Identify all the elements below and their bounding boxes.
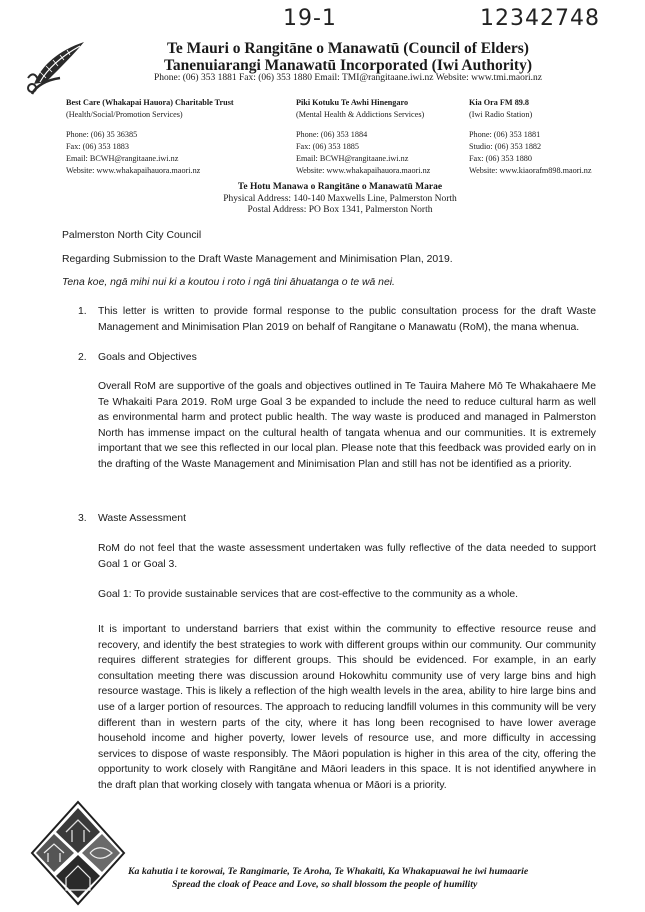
service-website: Website: www.whakapaihauora.maori.nz [296, 166, 431, 175]
service-phone: Phone: (06) 353 1884 [296, 130, 368, 139]
service-fax: Fax: (06) 353 1883 [66, 142, 129, 151]
service-subtitle: (Mental Health & Addictions Services) [296, 110, 425, 119]
service-phone: Phone: (06) 35 36385 [66, 130, 138, 139]
handwritten-reference: 19-1 [283, 6, 337, 31]
goal1-statement: Goal 1: To provide sustainable services that are cost-effective to the community as a whole. [98, 589, 519, 600]
greeting: Tena koe, ngā mihi nui ki a koutou i roto i ngā tini āhuatanga o te wā nei. [62, 277, 395, 288]
service-subtitle: (Health/Social/Promotion Services) [66, 110, 183, 119]
service-column-kia-ora-fm [469, 97, 629, 177]
handwritten-number: 12342748 [480, 6, 600, 31]
service-fax: Fax: (06) 353 1880 [469, 154, 532, 163]
org-contact-line: Phone: (06) 353 1881 Fax: (06) 353 1880 Email: TMI@rangitaane.iwi.nz Website: www.tmi.maori.nz [153, 73, 542, 83]
footer-motto-english: Spread the cloak of Peace and Love, so shall blossom the people of humility [172, 879, 478, 890]
item1-paragraph: This letter is written to provide formal response to the public consultation process for the draft Waste Management and Minimisation Plan 2019 on behalf of Rangitane o Manawatu (RoM), the mana whenua. [98, 306, 596, 333]
marae-address-block [140, 182, 540, 217]
waste-assessment-paragraph: RoM do not feel that the waste assessment undertaken was fully reflective of the data needed to support Goal 1 or Goal 3. [98, 543, 596, 570]
org-title-primary: Te Mauri o Rangitāne o Manawatū (Council of Elders) [167, 40, 529, 57]
marae-physical-address: Physical Address: 140-140 Maxwells Line, Palmerston North [223, 193, 457, 204]
feather-logo-icon [26, 38, 94, 96]
service-email: Email: BCWH@rangitaane.iwi.nz [66, 154, 179, 163]
goals-paragraph: Overall RoM are supportive of the goals and objectives outlined in Te Tauira Mahere Mō Te Whakahaere Me Te Whakaiti Para 2019. RoM urge Goal 3 be expanded to include the need to reduce cultural harm as well as environmental harm and protect public health. The way waste is produced and managed in Palmerston North has immense impact on the cultural health of tangata whenua and our communities. It is extremely important that we see this reflected in our local plan. Please note that this feedback was provided early on in the drafting of the Waste Management and Minimisation Plan and still has not be identified as a priority. [98, 381, 596, 470]
service-name: Best Care (Whakapai Hauora) Charitable Trust [66, 98, 234, 107]
service-email: Email: BCWH@rangitaane.iwi.nz [296, 154, 409, 163]
service-column-piki-kotuku [296, 97, 466, 177]
marae-postal-address: Postal Address: PO Box 1341, Palmerston North [247, 205, 433, 215]
recipient: Palmerston North City Council [62, 230, 202, 241]
item-number: 2. [78, 352, 87, 363]
section-heading-waste-assessment: Waste Assessment [98, 513, 186, 524]
subject-line: Regarding Submission to the Draft Waste Management and Minimisation Plan, 2019. [62, 254, 453, 265]
diamond-emblem-icon [30, 800, 126, 906]
goal1-paragraph: It is important to understand barriers that exist within the community to effective resource reuse and recovery, and identify the best strategies to work with different groups within our community. Our community requires different strategies for different groups. This should be evidenced. For example, in an early consultation meeting there was discussion around Hokowhitu community use of very large bins and high resource wastage. This is likely a reflection of the high wealth levels in the area, ability to hire large bins and use of a larger portion of resources. The approach to reducing landfill volumes in this community will be very different than in western parts of the city, where it has long been recognised to have lower average household income and higher poverty, lower levels of resource use, and more difficulty in accessing services to dispose of waste responsibly. The Māori population is higher in this area of the city, offering the opportunity to work closely with Rangitāne and Māori leaders in this space. It is not identified anywhere in the draft plan that working closely with tangata whenua or Māori is a priority. [98, 624, 596, 791]
item-number: 3. [78, 513, 87, 524]
service-fax: Fax: (06) 353 1885 [296, 142, 359, 151]
marae-name: Te Hotu Manawa o Rangitāne o Manawatū Marae [237, 182, 443, 192]
section-heading-goals: Goals and Objectives [98, 352, 197, 363]
service-studio: Studio: (06) 353 1882 [469, 142, 542, 151]
service-name: Kia Ora FM 89.8 [469, 98, 530, 107]
service-website: Website: www.whakapaihauora.maori.nz [66, 166, 201, 175]
service-website: Website: www.kiaorafm898.maori.nz [469, 166, 592, 175]
service-column-best-care [66, 97, 286, 177]
service-phone: Phone: (06) 353 1881 [469, 130, 541, 139]
footer-motto-maori: Ka kahutia i te korowai, Te Rangimarie, Te Aroha, Te Whakaiti, Ka Whakapuawai he iwi humaarie [128, 866, 529, 877]
org-title-secondary: Tanenuiarangi Manawatū Incorporated (Iwi Authority) [163, 57, 532, 74]
service-name: Piki Kotuku Te Awhi Hinengaro [296, 98, 409, 107]
service-subtitle: (Iwi Radio Station) [469, 110, 533, 119]
item-number: 1. [78, 306, 87, 317]
